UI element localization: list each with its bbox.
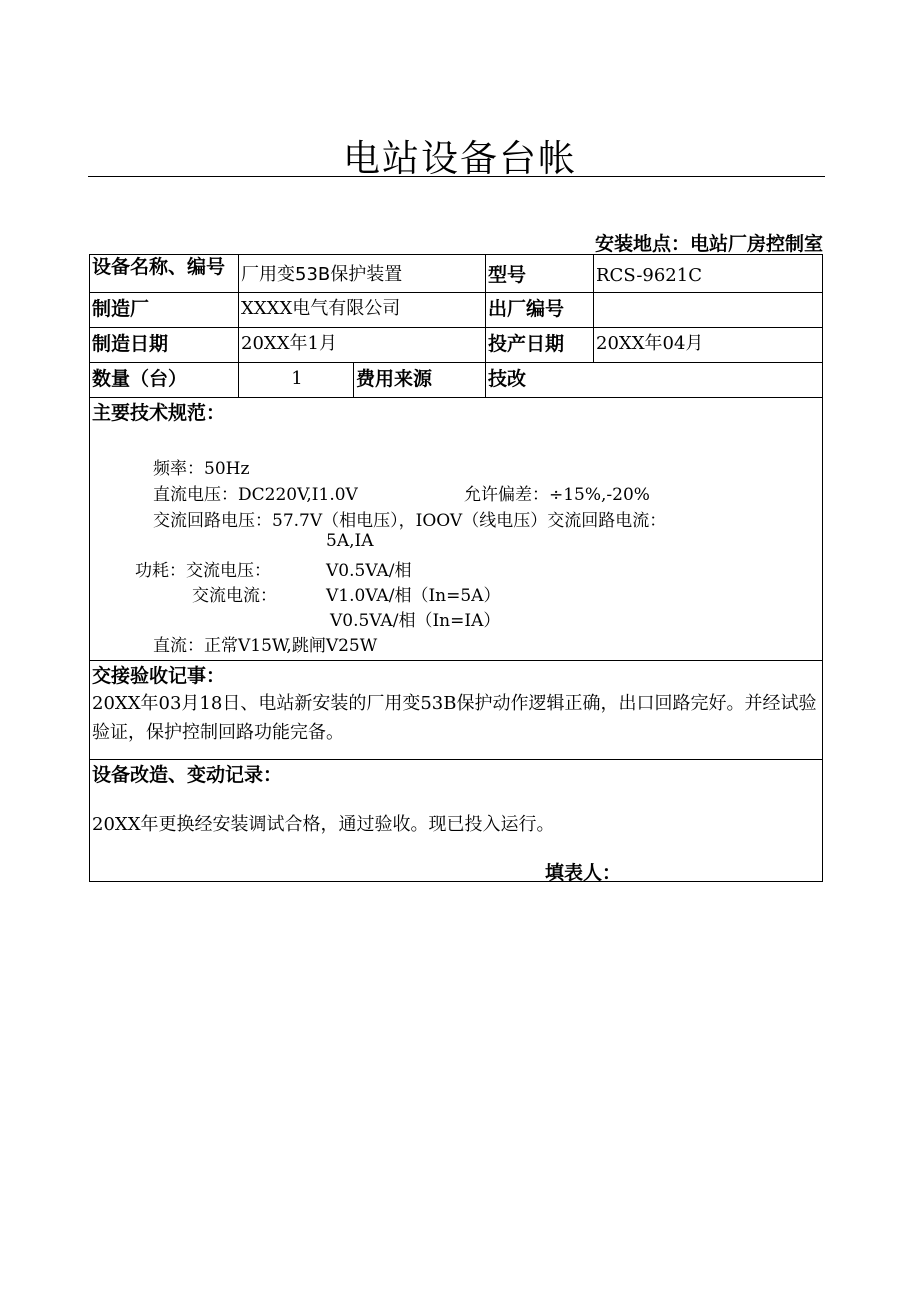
manufacturer-label: 制造厂 [89, 292, 238, 327]
serial-number-value [593, 292, 823, 327]
filled-by-label: 填表人： [545, 862, 622, 882]
install-location: 安装地点：电站厂房控制室 [594, 233, 823, 255]
manufacture-date-label: 制造日期 [89, 327, 238, 362]
spec-frequency: 频率：50Hz [153, 459, 250, 479]
modification-text: 20XX年更换经安装调试合格，通过验收。现已投入运行。 [92, 814, 555, 835]
spec-power-ac-current-5a: V1.0VA/相（In=5A） [326, 586, 501, 606]
spec-tolerance: 允许偏差：÷15%,-20% [464, 485, 650, 505]
technical-specs-section [89, 397, 823, 660]
manufacture-date-value: 20XX年1月 [238, 327, 485, 362]
title-underline [88, 176, 825, 177]
commission-date-label: 投产日期 [485, 327, 593, 362]
modification-heading: 设备改造、变动记录： [92, 764, 283, 786]
handover-text: 20XX年03月18日、电站新安装的厂用变53B保护动作逻辑正确，出口回路完好。并经试验验证，保护控制回路功能完备。 [92, 693, 817, 743]
spec-ac-current-values: 5A,IA [326, 531, 374, 551]
model-label: 型号 [485, 254, 593, 292]
technical-specs-heading: 主要技术规范： [92, 402, 226, 424]
modification-section [89, 759, 823, 882]
equipment-name-label: 设备名称、编号 [89, 254, 238, 292]
model-value: RCS-9621C [593, 254, 823, 292]
commission-date-value: 20XX年04月 [593, 327, 823, 362]
funding-source-label: 费用来源 [353, 362, 485, 397]
spec-power-dc: 直流：正常V15W,跳闸V25W [153, 636, 378, 656]
spec-ac-voltage-current: 交流回路电压：57.7V（相电压），IOOV（线电压）交流回路电流： [153, 511, 667, 531]
manufacturer-value: XXXX电气有限公司 [238, 292, 485, 327]
spec-dc-voltage: 直流电压：DC220V,I1.0V [153, 485, 358, 505]
spec-power-ac-current-1a: V0.5VA/相（In=IA） [330, 611, 501, 631]
document-title: 电站设备台帐 [343, 137, 577, 180]
spec-power-ac-voltage-label: 功耗：交流电压： [135, 561, 271, 581]
quantity-value: 1 [238, 362, 353, 397]
funding-source-value: 技改 [485, 362, 823, 397]
spec-power-ac-voltage-value: V0.5VA/相 [326, 561, 412, 581]
quantity-label: 数量（台） [89, 362, 238, 397]
handover-section [89, 660, 823, 759]
spec-power-ac-current-label: 交流电流： [192, 586, 277, 606]
equipment-name-value: 厂用变53B保护装置 [238, 254, 485, 292]
handover-heading: 交接验收记事： [92, 665, 226, 687]
serial-number-label: 出厂编号 [485, 292, 593, 327]
